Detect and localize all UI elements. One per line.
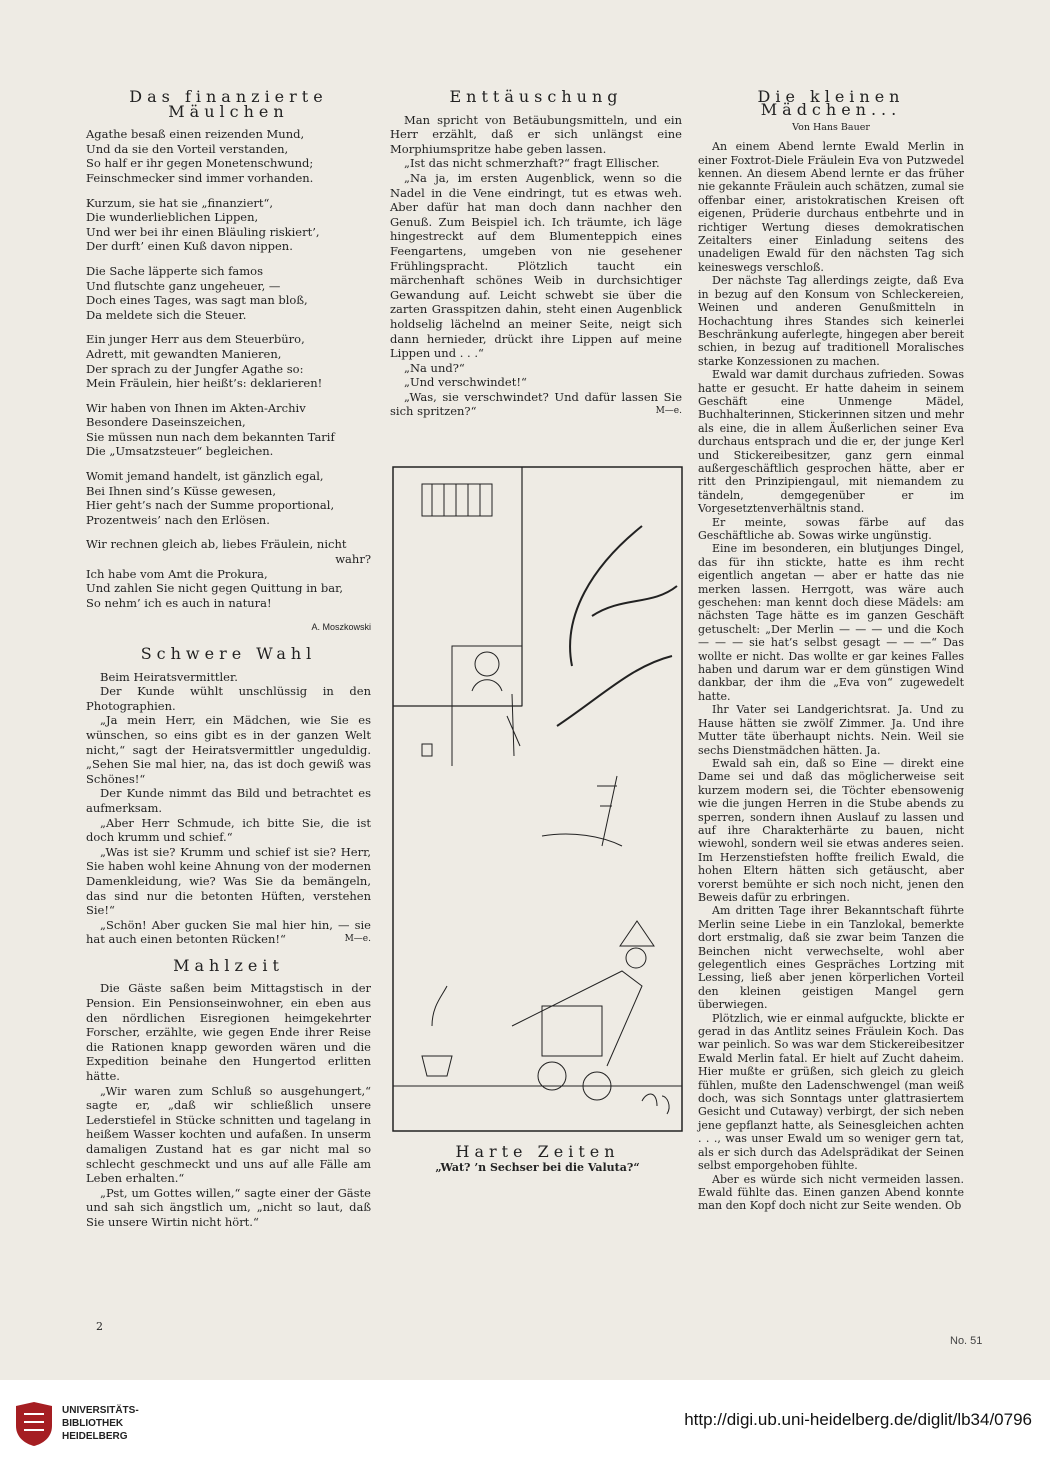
paragraph: „Was ist sie? Krumm und schief ist sie? Herr, Sie haben wohl keine Ahnung von der modernen Damenkleidung, wie? Was Sie da bemängeln, das sind nur die betonten Hüften, verstehen Sie!“ (86, 844, 371, 918)
paragraph: „Aber Herr Schmude, ich bitte Sie, die ist doch krumm und schief.“ (86, 815, 371, 845)
paragraph: Man spricht von Betäubungsmitteln, und ein Herr erzählt, daß er sich unlängst eine Morphiumspritze habe geben lassen. (390, 112, 682, 156)
story-body-enttaeuschung (390, 113, 682, 419)
poem-line: Agathe besaß einen reizenden Mund, (86, 127, 305, 142)
footer-bar (0, 1380, 1050, 1469)
poem-line: Mein Fräulein, hier heißt’s: deklarieren! (86, 376, 323, 391)
paragraph: Am dritten Tage ihrer Bekanntschaft führte Merlin seine Liebe in ein Tanzlokal, bemerkte dort erstmalig, daß sie zwar beim Tanzen die Beinchen nicht verwechselte, wohl aber gelegentlich eines Gespräches Lortzing mit Lessing, ließ aber jenen körperlichen Vorteil den kleinen geistigen Mangel gern überwiegen. (698, 904, 964, 1012)
paragraph: Eine im besonderen, ein blutjunges Dingel, das für ihn stickte, hatte es ihm recht eigentlich angetan — aber er hatte das nie merken lassen. Herrgott, was wäre auch geschehen: man kennt doch diese Mädels: am nächsten Tage hätte es im ganzen Geschäft getuschelt: „Der Merlin — — — und die Koch — — — sie hat’s selbst gesagt — — —“ Das wollte er nicht. Das wollte er gar keines Falles haben und darum war er dem günstigen Wind dankbar, der ihm die „Eva von“ zugewedelt hatte. (698, 542, 964, 703)
poem-line: Die Sache läpperte sich famos (86, 263, 263, 278)
poem-line: Und da sie den Vorteil verstanden, (86, 141, 289, 156)
left-column (86, 87, 371, 1230)
story-body-kleine-maedchen (698, 140, 964, 1213)
university-seal-icon (12, 1400, 56, 1448)
paragraph: Ewald war damit durchaus zufrieden. Sowas hatte er gesucht. Er hatte daheim in seinem Geschäft eine Unmenge Mädel, Buchhalterinnen, Stickerinnen sitzen und mehr als eine, die in allem Äußerlichen seiner Eva durchaus entsprach und die er, der junge Kerl und Stickereibesitzer, ganz gern einmal außergeschäftlich gesprochen hätte, aber er ritt den Prinzipiengaul, mit niemandem zu tändeln, demgegenüber er im Vorgesetztenverhältnis stand. (698, 368, 964, 516)
poem-line: Die wunderlieblichen Lippen, (86, 210, 259, 225)
paragraph: Ewald sah ein, daß so Eine — direkt eine Dame sei und daß das möglicherweise seit kurzem modern sei, die Töchter ebensowenig wie die jungen Herren in die Stube abends zu sperren, sondern ihnen Auslauf zu lassen und auf ihre Charakterhärte zu bauen, nicht wiewohl, sondern weil sie etwas anderes seien. Im Herzenstiefsten hoffte freilich Ewald, die hohen Eltern hätten sich getäuscht, aber vorerst bemühte er sich noch nicht, jenen den Beweis dafür zu erbringen. (698, 756, 964, 904)
poem-line: Bei Ihnen sind’s Küsse gewesen, (86, 483, 276, 498)
paragraph: „Na und?“ (404, 360, 465, 375)
poem-line: Adrett, mit gewandten Manieren, (86, 346, 282, 361)
poem-line: Der sprach zu der Jungfer Agathe so: (86, 361, 304, 376)
story-title-mahlzeit: Mahlzeit (173, 955, 284, 975)
poem-stanza (86, 196, 371, 254)
cartoon-caption-text: „Wat? ’n Sechser bei die Valuta?“ (435, 1161, 640, 1174)
poem-line: Der durft’ einen Kuß davon nippen. (86, 239, 293, 254)
poem-line: Sie müssen nun nach dem bekannten Tarif (86, 429, 335, 444)
poem-line: Ein junger Herr aus dem Steuerbüro, (86, 332, 305, 347)
source-link[interactable]: http://digi.ub.uni-heidelberg.de/diglit/lb34/0796 (684, 1410, 1032, 1429)
story-title-kleine-maedchen: Die kleinen Mädchen... (757, 87, 905, 120)
cartoon-illustration (392, 466, 683, 1132)
story-body-mahlzeit (86, 981, 371, 1229)
poem-line: Womit jemand handelt, ist gänzlich egal, (86, 469, 324, 484)
poem-body (86, 127, 371, 610)
poem-line: Kurzum, sie hat sie „finanziert“, (86, 195, 274, 210)
poem-title: Das finanzierte Mäulchen (129, 87, 328, 121)
paragraph: „Ist das nicht schmerzhaft?“ fragt Ellischer. (404, 156, 660, 171)
poem-stanza (86, 401, 371, 459)
poem-line: Ich habe vom Amt die Prokura, (86, 566, 268, 581)
paragraph: „Ja mein Herr, ein Mädchen, wie Sie es wünschen, so eins gibt es in der ganzen Welt nicht,“ sagt der Heiratsvermittler ungeduldig. „Sehen Sie mal hier, na, das ist doch gewiß was Schönes!“ (86, 713, 371, 786)
poem-line: Wir rechnen gleich ab, liebes Fräulein, nicht (86, 537, 347, 552)
poem-stanza (86, 469, 371, 527)
paragraph: An einem Abend lernte Ewald Merlin in einer Foxtrot-Diele Fräulein Eva von Putzwedel kennen. An diesem Abend lernte er das früher nie gekannte Fräulein auch schätzen, zumal sie offenbar einer, aristokratischen Kreisen oft eigenen, Prüderie durchaus entbehrte und in richtiger Wertung dieses demokratischen Zeitalters einer Einladung seitens des unadeligen Ewald für den nächsten Tag sich keineswegs verschloß. (698, 140, 964, 274)
middle-column (390, 87, 682, 419)
paragraph: „Was, sie verschwindet? Und dafür lassen Sie sich spritzen?“ M—e. (390, 389, 682, 419)
paragraph: Der Kunde nimmt das Bild und betrachtet es aufmerksam. (86, 786, 371, 815)
right-column (698, 87, 964, 1213)
page-number: 2 (96, 1320, 103, 1333)
poem-author: A. Moszkowski (311, 622, 371, 633)
poem-line: Hier geht’s nach der Summe proportional, (86, 498, 335, 513)
story-title-enttaeuschung: Enttäuschung (449, 87, 623, 106)
poem-line: So nehm’ ich es auch in natura! (86, 595, 272, 610)
paragraph: Plötzlich, wie er einmal aufguckte, blickte er gerad in das Antlitz seines Fräulein Koch. Das war peinlich. So was war dem Stickereibesitzer Ewald Merlin fatal. Er hielt auf Zucht daheim. Hier mußte er grüßen, sich gleich zu gleich fühlen, mußte den Ladenschwengel (man weiß doch, was sich Sonntags unter glattrasiertem Gesicht und Cutaway) verbirgt, der sich neben jene gepflanzt hatte, als Seinesgleichen achten . . ., was unser Ewald um so weniger gern tat, als er sich durch das Adelsprädikat der Seinen selbst emporgehoben fühlte. (698, 1011, 964, 1173)
poem-line: Da meldete sich die Steuer. (86, 307, 247, 322)
poem-line: Und wer bei ihr einen Bläuling riskiert’, (86, 224, 320, 239)
cartoon-caption (392, 1142, 683, 1174)
poem-line: Doch eines Tages, was sagt man bloß, (86, 293, 308, 308)
poem-stanza (86, 537, 371, 610)
poem-line: Die „Umsatzsteuer“ begleichen. (86, 444, 274, 459)
poem-line: Feinschmecker sind immer vorhanden. (86, 170, 314, 185)
poem-line: Wir haben von Ihnen im Akten-Archiv (86, 400, 306, 415)
story-byline: Von Hans Bauer (792, 121, 870, 133)
paragraph: „Wir waren zum Schluß so ausgehungert,“ sagte er, „daß wir schließlich unsere Lederstiefel in Stücke schnitten und tagelang in heißem Wasser kochten und aufaßen. In unserm damaligen Zustand hat es gar nicht mal so schlecht geschmeckt und uns auf alle Fälle am Leben erhalten.“ (86, 1083, 371, 1186)
signature: M—e. (655, 406, 682, 417)
paragraph: Aber es würde sich nicht vermeiden lassen. Ewald fühlte das. Einen ganzen Abend konnte man den Kopf doch nicht zur Seite wenden. Ob (698, 1172, 964, 1213)
paragraph: „Pst, um Gottes willen,“ sagte einer der Gäste und sah sich ängstlich um, „nicht so laut, daß Sie unsere Wirtin nicht hört.“ (86, 1185, 371, 1229)
signature: M—e. (344, 934, 371, 945)
paragraph: Der nächste Tag allerdings zeigte, daß Eva in bezug auf den Konsum von Schleckereien, Weinen und anderen Genußmitteln in Hochachtung ihres Standes sich keinerlei Beschränkung auferlegte, hingegen aber bereit schien, in bezug auf traditionell Moralisches starke Konzessionen zu machen. (698, 274, 964, 368)
story-title-schwere-wahl: Schwere Wahl (140, 644, 317, 663)
paragraph: Der Kunde wühlt unschlüssig in den Photographien. (86, 684, 371, 713)
paragraph: „Und verschwindet!“ (404, 375, 527, 390)
cartoon-title: Harte Zeiten (455, 1142, 620, 1161)
poem-line: So half er ihr gegen Monetenschwund; (86, 156, 314, 171)
paragraph: Beim Heiratsvermittler. (100, 669, 238, 684)
poem-stanza (86, 264, 371, 322)
story-body-schwere-wahl (86, 670, 371, 947)
poem-line: Prozentweis’ nach den Erlösen. (86, 512, 270, 527)
poem-line: Besondere Daseinszeichen, (86, 415, 246, 430)
issue-number: No. 51 (950, 1335, 983, 1347)
poem-stanza (86, 332, 371, 390)
paragraph: Die Gäste saßen beim Mittagstisch in der Pension. Ein Pensionseinwohner, ein eben aus den nördlichen Eisregionen heimgekehrter Forscher, erzählte, wie gegen Ende ihrer Reise die Rationen knapp geworden wären und die Expedition beinahe den Hungertod erlitten hätte. (86, 981, 371, 1084)
library-name: UNIVERSITÄTS- BIBLIOTHEK HEIDELBERG (62, 1405, 139, 1442)
paragraph: Er meinte, sowas färbe auf das Geschäftliche ab. Sowas wirke ungünstig. (698, 515, 964, 542)
paragraph: „Na ja, im ersten Augenblick, wenn so die Nadel in die Vene eindringt, tut es etwas weh. Aber dafür hat man doch dann nachher den Genuß. Zum Beispiel ich. Ich träumte, ich läge hingestreckt auf dem Blumenteppich eines Feengartens, umgeben von nie gesehener Frühlingspracht. Plötzlich taucht ein märchenhaft schönes Weib in durchsichtiger Gewandung auf. Leicht schwebt sie über die zarten Grasspitzen dahin, steht einen Augenblick holdselig lächelnd an meiner Seite, neigt sich dann hernieder, drückt ihre Lippen auf meine Lippen und . . .“ (390, 170, 682, 361)
poem-stanza (86, 127, 371, 185)
poem-line: wahr? (335, 552, 371, 567)
poem-line: Und zahlen Sie nicht gegen Quittung in bar, (86, 581, 344, 596)
paragraph: Ihr Vater sei Landgerichtsrat. Ja. Und zu Hause hätten sie zwölf Zimmer. Ja. Und ihre Mutter täte überhaupt nichts. Nein. Weil sie sechs Dienstmädchen hätten. Ja. (698, 703, 964, 757)
paragraph: „Schön! Aber gucken Sie mal hier hin, — sie hat auch einen betonten Rücken!“ M—e. (86, 917, 371, 947)
poem-line: Und flutschte ganz ungeheuer, — (86, 278, 281, 293)
